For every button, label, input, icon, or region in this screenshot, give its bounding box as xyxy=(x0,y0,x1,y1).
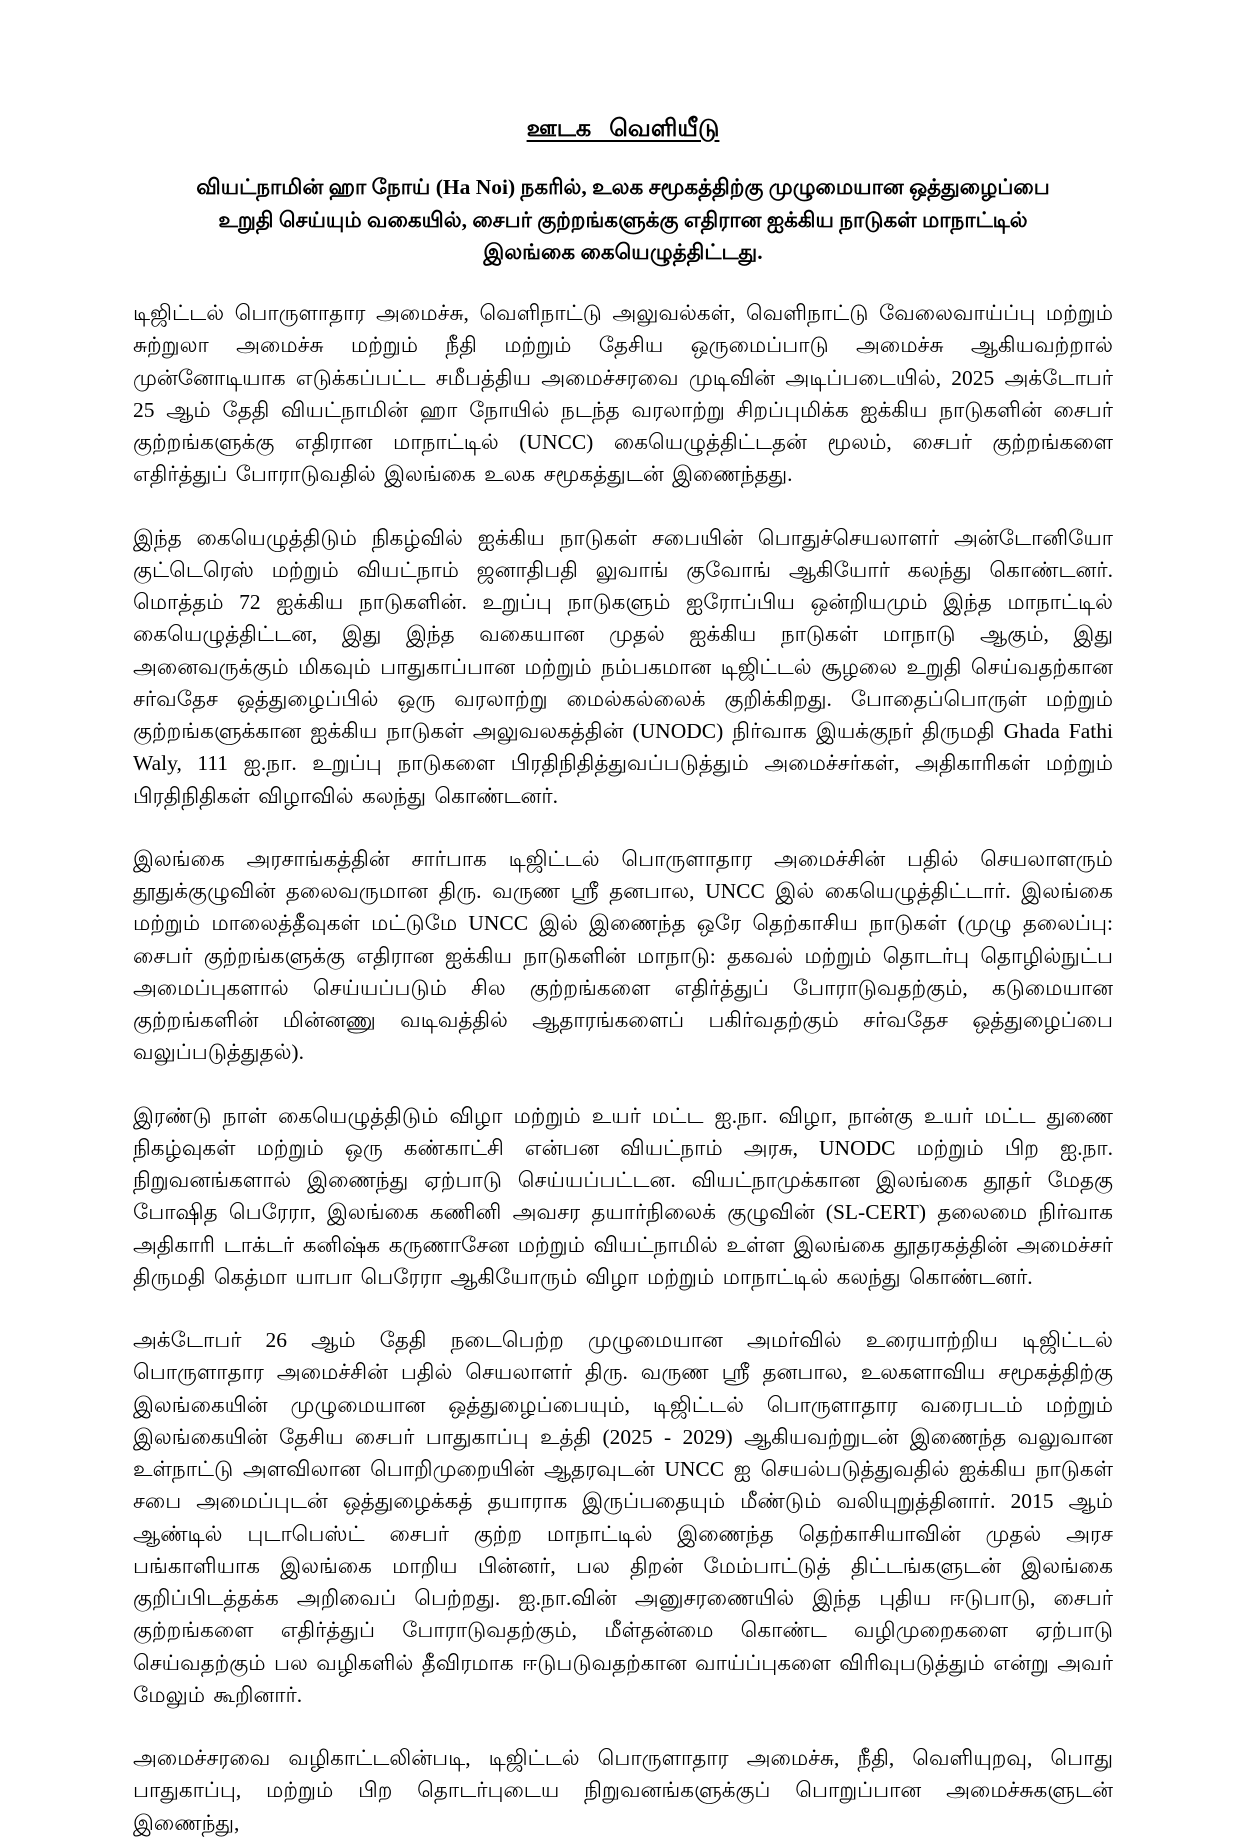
body-paragraph-6: அமைச்சரவை வழிகாட்டலின்படி, டிஜிட்டல் பொருளாதார அமைச்சு, நீதி, வெளியுறவு, பொது பாதுகாப்பு, மற்றும் பிற தொடர்புடைய நிறுவனங்களுக்குப் பொறுப்பான அமைச்சுகளுடன் இணைந்து, xyxy=(133,1746,1113,1835)
body-paragraph-5: அக்டோபர் 26 ஆம் தேதி நடைபெற்ற முழுமையான அமர்வில் உரையாற்றிய டிஜிட்டல் பொருளாதார அமைச்சின் பதில் செயலாளர் திரு. வருண ஸ்ரீ தனபால, உலகளாவிய சமூகத்திற்கு இலங்கையின் முழுமையான ஒத்துழைப்பையும், டிஜிட்டல் பொருளாதார வரைபடம் மற்றும் இலங்கையின் தேசிய சைபர் பாதுகாப்பு உத்தி (2025 - 2029) ஆகியவற்றுடன் இணைந்த வலுவான உள்நாட்டு அளவிலான பொறிமுறையின் ஆதரவுடன் UNCC ஐ செயல்படுத்துவதில் ஐக்கிய நாடுகள் சபை அமைப்புடன் ஒத்துழைக்கத் தயாராக இருப்பதையும் மீண்டும் வலியுறுத்தினார். 2015 ஆம் ஆண்டில் புடாபெஸ்ட் சைபர் குற்ற மாநாட்டில் இணைந்த தெற்காசியாவின் முதல் அரச பங்காளியாக இலங்கை மாறிய பின்னர், பல திறன் மேம்பாட்டுத் திட்டங்களுடன் இலங்கை குறிப்பிடத்தக்க அறிவைப் பெற்றது. ஐ.நா.வின் அனுசரணையில் இந்த புதிய ஈடுபாடு, சைபர் குற்றங்களை எதிர்த்துப் போராடுவதற்கும், மீள்தன்மை கொண்ட வழிமுறைகளை ஏற்பாடு செய்வதற்கும் பல வழிகளில் தீவிரமாக ஈடுபடுவதற்கான வாய்ப்புகளை விரிவுபடுத்தும் என்று அவர் மேலும் கூறினார். xyxy=(133,1328,1113,1707)
page-title: ஊடக வெளியீடு xyxy=(526,116,720,142)
body-paragraph-1: டிஜிட்டல் பொருளாதார அமைச்சு, வெளிநாட்டு அலுவல்கள், வெளிநாட்டு வேலைவாய்ப்பு மற்றும் சுற்றுலா அமைச்சு மற்றும் நீதி மற்றும் தேசிய ஒருமைப்பாடு அமைச்சு ஆகியவற்றால் முன்னோடியாக எடுக்கப்பட்ட சமீபத்திய அமைச்சரவை முடிவின் அடிப்படையில், 2025 அக்டோபர் 25 ஆம் தேதி வியட்நாமின் ஹா நோயில் நடந்த வரலாற்று சிறப்புமிக்க ஐக்கிய நாடுகளின் சைபர் குற்றங்களுக்கு எதிரான மாநாட்டில் (UNCC) கையெழுத்திட்டதன் மூலம், சைபர் குற்றங்களை எதிர்த்துப் போராடுவதில் இலங்கை உலக சமூகத்துடன் இணைந்தது. xyxy=(133,301,1113,487)
body-paragraph-3: இலங்கை அரசாங்கத்தின் சார்பாக டிஜிட்டல் பொருளாதார அமைச்சின் பதில் செயலாளரும் தூதுக்குழுவின் தலைவருமான திரு. வருண ஸ்ரீ தனபால, UNCC இல் கையெழுத்திட்டார். இலங்கை மற்றும் மாலைத்தீவுகள் மட்டுமே UNCC இல் இணைந்த ஒரே தெற்காசிய நாடுகள் (முழு தலைப்பு: சைபர் குற்றங்களுக்கு எதிரான ஐக்கிய நாடுகளின் மாநாடு: தகவல் மற்றும் தொடர்பு தொழில்நுட்ப அமைப்புகளால் செய்யப்படும் சில குற்றங்களை எதிர்த்துப் போராடுவதற்கும், கடுமையான குற்றங்களின் மின்னணு வடிவத்தில் ஆதாரங்களைப் பகிர்வதற்கும் சர்வதேச ஒத்துழைப்பை வலுப்படுத்துதல்). xyxy=(133,846,1113,1065)
press-release-subtitle: வியட்நாமின் ஹா நோய் (Ha Noi) நகரில், உலக சமூகத்திற்கு முழுமையான ஒத்துழைப்பை உறுதி செய்யும் வகையில், சைபர் குற்றங்களுக்கு எதிரான ஐக்கிய நாடுகள் மாநாட்டில் இலங்கை கையெழுத்திட்டது. xyxy=(196,175,1050,265)
press-release-body xyxy=(133,297,1113,1839)
body-paragraph-4: இரண்டு நாள் கையெழுத்திடும் விழா மற்றும் உயர் மட்ட ஐ.நா. விழா, நான்கு உயர் மட்ட துணை நிகழ்வுகள் மற்றும் ஒரு கண்காட்சி என்பன வியட்நாம் அரசு, UNODC மற்றும் பிற ஐ.நா. நிறுவனங்களால் இணைந்து ஏற்பாடு செய்யப்பட்டன. வியட்நாமுக்கான இலங்கை தூதர் மேதகு போஷித பெரேரா, இலங்கை கணினி அவசர தயார்நிலைக் குழுவின் (SL-CERT) தலைமை நிர்வாக அதிகாரி டாக்டர் கனிஷ்க கருணாசேன மற்றும் வியட்நாமில் உள்ள இலங்கை தூதரகத்தின் அமைச்சர் திருமதி கெத்மா யாபா பெரேரா ஆகியோரும் விழா மற்றும் மாநாட்டில் கலந்து கொண்டனர். xyxy=(133,1103,1113,1289)
body-paragraph-2: இந்த கையெழுத்திடும் நிகழ்வில் ஐக்கிய நாடுகள் சபையின் பொதுச்செயலாளர் அன்டோனியோ குட்டெரெஸ் மற்றும் வியட்நாம் ஜனாதிபதி லுவாங் குவோங் ஆகியோர் கலந்து கொண்டனர். மொத்தம் 72 ஐக்கிய நாடுகளின். உறுப்பு நாடுகளும் ஐரோப்பிய ஒன்றியமும் இந்த மாநாட்டில் கையெழுத்திட்டன, இது இந்த வகையான முதல் ஐக்கிய நாடுகள் மாநாடு ஆகும், இது அனைவருக்கும் மிகவும் பாதுகாப்பான மற்றும் நம்பகமான டிஜிட்டல் சூழலை உறுதி செய்வதற்கான சர்வதேச ஒத்துழைப்பில் ஒரு வரலாற்று மைல்கல்லைக் குறிக்கிறது. போதைப்பொருள் மற்றும் குற்றங்களுக்கான ஐக்கிய நாடுகள் அலுவலகத்தின் (UNODC) நிர்வாக இயக்குநர் திருமதி Ghada Fathi Waly, 111 ஐ.நா. உறுப்பு நாடுகளை பிரதிநிதித்துவப்படுத்தும் அமைச்சர்கள், அதிகாரிகள் மற்றும் பிரதிநிதிகள் விழாவில் கலந்து கொண்டனர். xyxy=(133,525,1113,808)
